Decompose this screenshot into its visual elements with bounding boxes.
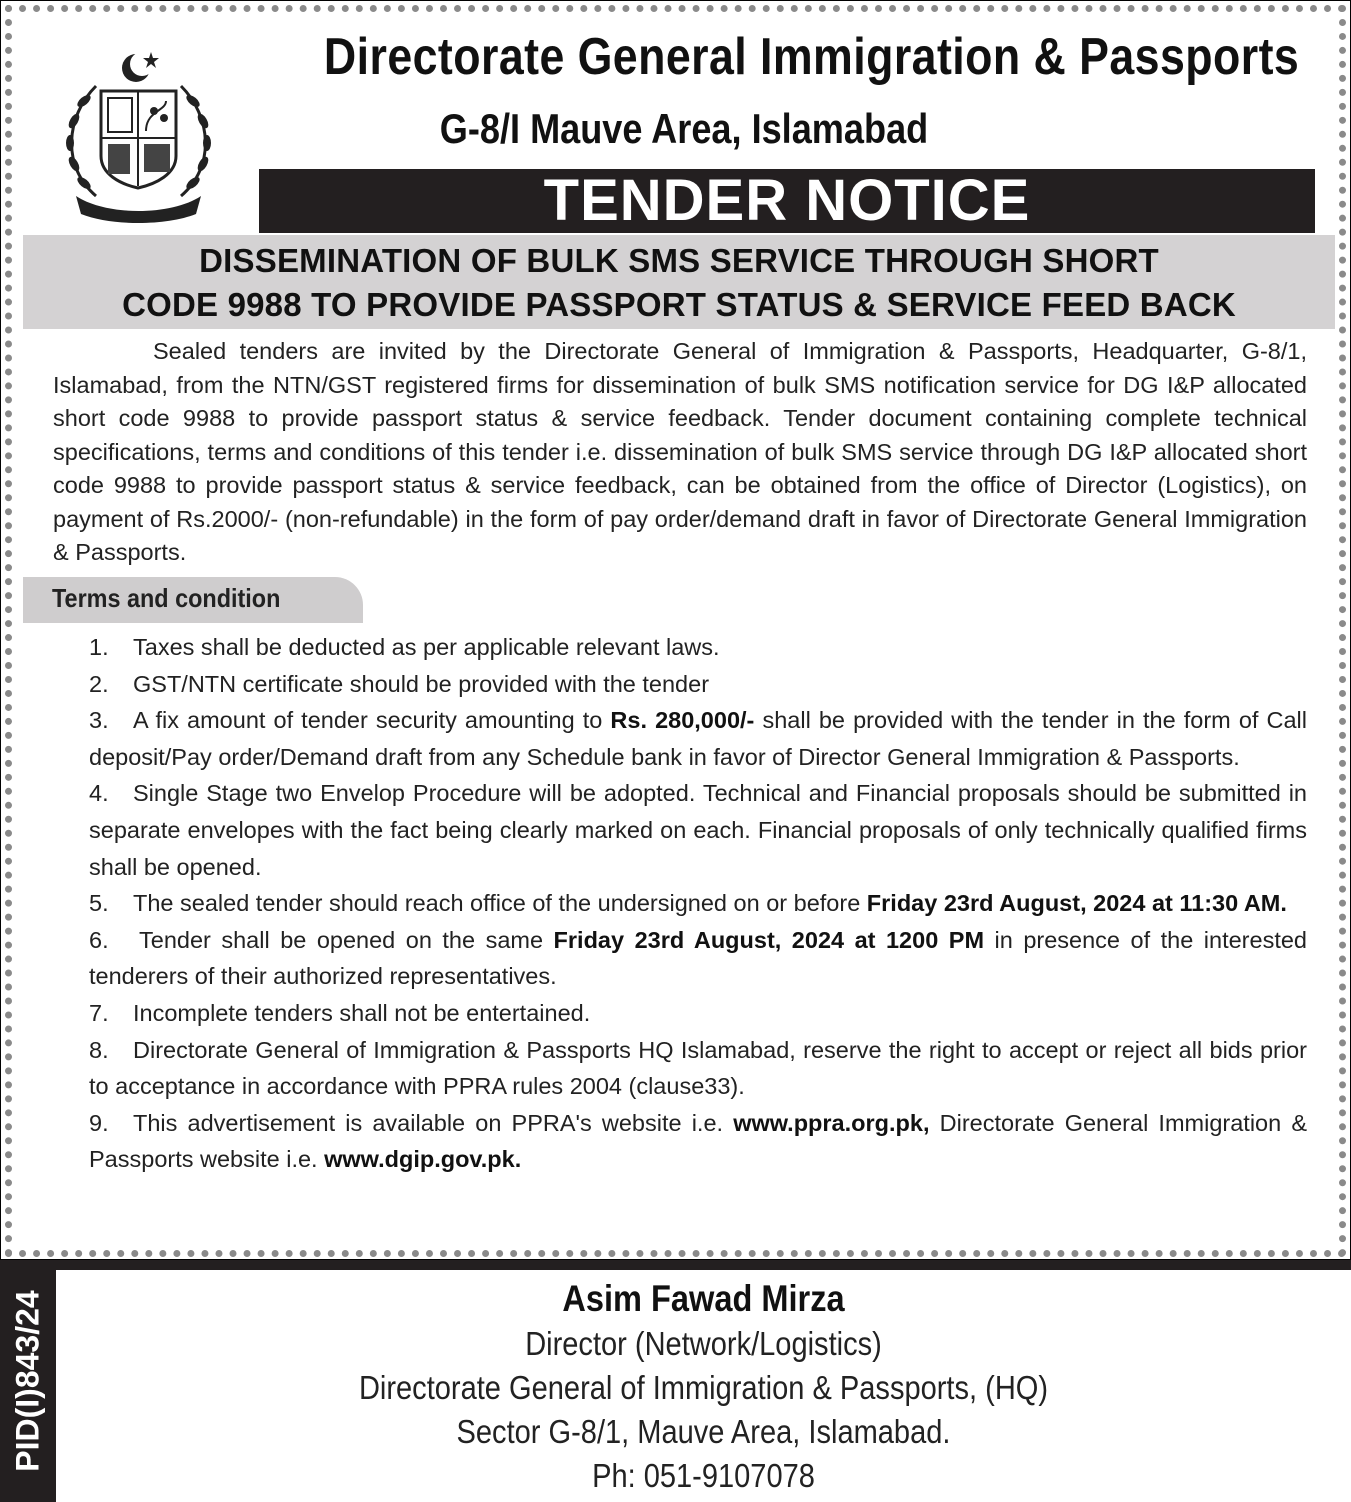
- dgip-website-link[interactable]: www.dgip.gov.pk.: [324, 1146, 522, 1173]
- item-text: Directorate General of Immigration & Passports HQ Islamabad, reserve the right to accept or reject all bids prior to acceptance in accordance with PPRA rules 2004 (clause33).: [89, 1036, 1307, 1100]
- item-number: 4.: [89, 780, 109, 807]
- tender-notice-title: TENDER NOTICE: [543, 168, 1031, 233]
- list-item: [89, 1105, 1307, 1178]
- item-text: Incomplete tenders shall not be entertained.: [133, 999, 591, 1026]
- footer: [0, 1260, 1351, 1502]
- state-emblem-icon: [56, 46, 221, 226]
- item-number: 2.: [89, 670, 109, 697]
- list-item: [89, 702, 1307, 775]
- item-text: in presence of the interested tenderers of their authorized representatives.: [89, 926, 1307, 990]
- security-amount: Rs. 280,000/-: [610, 707, 755, 734]
- item-number: 1.: [89, 634, 109, 660]
- item-text: Single Stage two Envelop Procedure will be adopted. Technical and Financial proposals should be submitted in separate envelopes with the fact being clearly marked on each. Financial proposals of only technically qualified firms shall be opened.: [89, 780, 1307, 880]
- org-address: G-8/I Mauve Area, Islamabad: [439, 105, 929, 152]
- list-item: [89, 666, 1307, 703]
- list-item: [89, 922, 1307, 995]
- submission-deadline: Friday 23rd August, 2024 at 11:30 AM.: [866, 890, 1287, 917]
- ppra-website-link[interactable]: www.ppra.org.pk,: [733, 1109, 930, 1136]
- item-text: Tender shall be opened on the same: [139, 926, 554, 953]
- opening-time: Friday 23rd August, 2024 at 1200 PM: [553, 926, 985, 953]
- item-text: Taxes shall be deducted as per applicable relevant laws.: [133, 634, 720, 660]
- org-title: Directorate General Immigration & Passports: [323, 28, 1300, 86]
- pid-number: PID(I)843/24: [9, 1290, 46, 1472]
- item-text: GST/NTN certificate should be provided with the tender: [133, 670, 710, 697]
- item-number: 6.: [89, 926, 109, 953]
- terms-heading: Terms and condition: [52, 583, 281, 613]
- item-number: 8.: [89, 1036, 109, 1063]
- item-text: Directorate General Immigration & Passports website i.e.: [89, 1109, 1307, 1173]
- item-text: A fix amount of tender security amounting to: [133, 707, 611, 734]
- list-item: [89, 885, 1307, 922]
- list-item: [89, 629, 1307, 666]
- list-item: [89, 775, 1307, 885]
- terms-heading-tab: [23, 577, 363, 623]
- subject-line-1: DISSEMINATION OF BULK SMS SERVICE THROUGH SHORT: [199, 242, 1159, 279]
- item-number: 3.: [89, 707, 109, 734]
- item-number: 9.: [89, 1109, 109, 1136]
- list-item: [89, 1032, 1307, 1105]
- signatory-designation: Director (Network/Logistics): [525, 1325, 882, 1362]
- item-number: 5.: [89, 890, 109, 917]
- signature-panel: [56, 1270, 1351, 1502]
- item-text: This advertisement is available on PPRA's website i.e.: [133, 1109, 734, 1136]
- signatory-office: Directorate General of Immigration & Passports, (HQ): [358, 1369, 1049, 1406]
- pid-bar: [0, 1260, 56, 1502]
- signatory-name: Asim Fawad Mirza: [562, 1278, 845, 1319]
- list-item: [89, 995, 1307, 1032]
- signatory-address: Sector G-8/1, Mauve Area, Islamabad.: [456, 1413, 951, 1450]
- subject-line-2: CODE 9988 TO PROVIDE PASSPORT STATUS & SERVICE FEED BACK: [122, 286, 1236, 323]
- intro-text: Sealed tenders are invited by the Directorate General of Immigration & Passports, Headquarter, G-8/1, Islamabad, from the NTN/GST registered firms for dissemination of bulk SMS notification service for DG I&P allocated short code 9988 to provide passport status & service feedback. Tender document containing complete technical specifications, terms and conditions of this tender i.e. dissemination of bulk SMS service through DG I&P allocated short code 9988 to provide passport status & service feedback, can be obtained from the office of Director (Logistics), on payment of Rs.2000/- (non-refundable) in the form of pay order/demand draft in favor of Directorate General Immigration & Passports.: [53, 338, 1307, 565]
- tender-notice-banner: [259, 169, 1315, 233]
- intro-paragraph: [53, 335, 1307, 570]
- terms-list: [89, 629, 1307, 1178]
- signatory-phone: Ph: 051-9107078: [592, 1457, 815, 1494]
- signature-block: [56, 1260, 1351, 1502]
- item-text: shall be provided with the tender in the form of Call deposit/Pay order/Demand draft from any Schedule bank in favor of Director General Immigration & Passports.: [89, 707, 1307, 770]
- subject-box: [23, 235, 1335, 329]
- item-number: 7.: [89, 999, 109, 1026]
- item-text: The sealed tender should reach office of the undersigned on or before: [133, 890, 867, 917]
